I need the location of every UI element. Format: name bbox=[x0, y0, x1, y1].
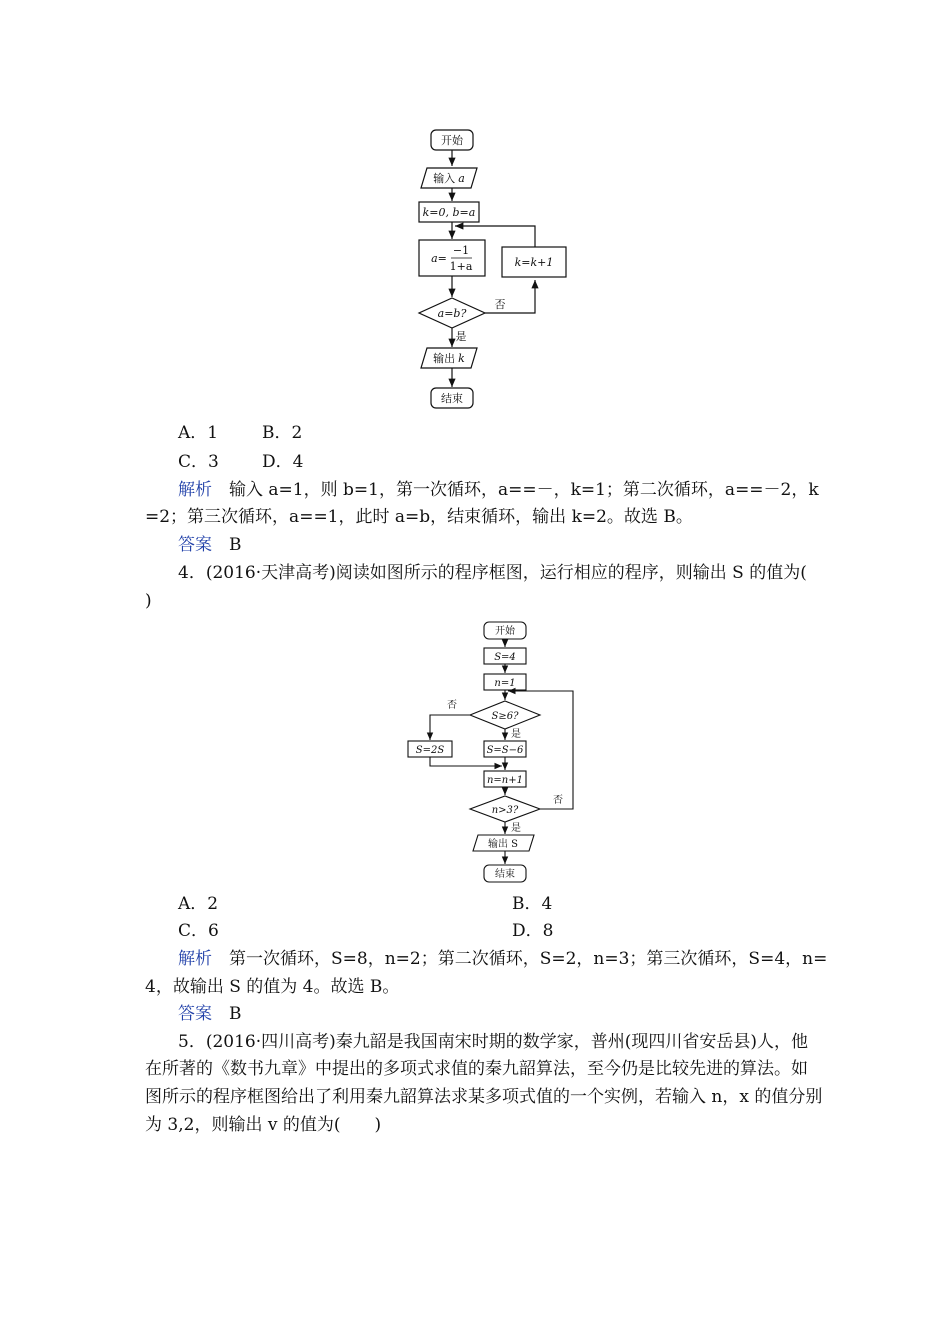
decision-1-no: 否 bbox=[447, 700, 457, 711]
decision-2-yes: 是 bbox=[511, 823, 521, 834]
decision-label: a=b? bbox=[437, 307, 467, 320]
output-var: k bbox=[458, 352, 465, 365]
q3-answer-line bbox=[178, 535, 242, 555]
q4-option-c: C．6 bbox=[178, 921, 219, 941]
q3-answer-value: B bbox=[229, 535, 242, 555]
q4-stem-line-1: 4．(2016·天津高考)阅读如图所示的程序框图，运行相应的程序，则输出 S 的值为( bbox=[178, 563, 807, 583]
q4-answer-label: 答案 bbox=[178, 1004, 212, 1024]
q5-line-3: 图所示的程序框图给出了利用秦九韶算法求某多项式值的一个实例，若输入 n，x 的值分别 bbox=[145, 1087, 823, 1107]
no-label: 否 bbox=[494, 298, 506, 311]
q3-answer-label: 答案 bbox=[178, 535, 212, 555]
yes-label: 是 bbox=[455, 330, 467, 343]
q4-option-a: A．2 bbox=[178, 894, 219, 914]
q4-answer-line bbox=[178, 1004, 242, 1024]
decision-2-label: n>3? bbox=[491, 805, 519, 816]
q4-option-d: D．8 bbox=[512, 921, 554, 941]
branch-yes-label: S=S−6 bbox=[486, 745, 524, 756]
start-label: 开始 bbox=[441, 134, 463, 147]
q4-analysis-line-1 bbox=[178, 949, 827, 969]
output-label-2: 输出 S bbox=[487, 839, 519, 850]
flowchart-1 bbox=[395, 122, 595, 422]
q4-analysis-label: 解析 bbox=[178, 949, 212, 969]
input-prefix: 输入 bbox=[433, 172, 456, 185]
q3-analysis-line-2: =2；第三次循环，a==1，此时 a=b，结束循环，输出 k=2。故选 B。 bbox=[145, 507, 693, 527]
frac-den: 1+a bbox=[449, 260, 473, 273]
s-init-label: S=4 bbox=[494, 652, 516, 663]
q3-analysis-text-1: 输入 a=1，则 b=1，第一次循环，a==－，k=1；第二次循环，a==－2，k bbox=[229, 480, 819, 500]
frac-num: −1 bbox=[452, 244, 470, 257]
n-init-label: n=1 bbox=[494, 678, 516, 689]
decision-1-label: S≥6? bbox=[491, 711, 519, 722]
q4-option-b: B．4 bbox=[512, 894, 553, 914]
q3-option-b: B．2 bbox=[262, 423, 303, 443]
start-label-2: 开始 bbox=[495, 626, 515, 637]
init-label: k=0, b=a bbox=[422, 206, 476, 219]
end-label: 结束 bbox=[441, 392, 463, 405]
svg-text:输入a bbox=[433, 171, 465, 185]
branch-no-label: S=2S bbox=[415, 745, 445, 756]
input-var: a bbox=[458, 172, 465, 185]
q3-option-d: D．4 bbox=[262, 452, 304, 472]
increment-label: k=k+1 bbox=[514, 256, 554, 269]
q4-answer-value: B bbox=[229, 1004, 242, 1024]
q3-analysis-label: 解析 bbox=[178, 480, 212, 500]
increment-label-2: n=n+1 bbox=[486, 775, 524, 786]
q5-line-4: 为 3,2，则输出 v 的值为( ) bbox=[145, 1115, 382, 1135]
assign-lhs: a= bbox=[431, 252, 447, 265]
end-label-2: 结束 bbox=[495, 869, 515, 880]
q3-option-a: A．1 bbox=[178, 423, 219, 443]
decision-1-yes: 是 bbox=[511, 729, 521, 740]
q4-analysis-text-1: 第一次循环，S=8，n=2；第二次循环，S=2，n=3；第三次循环，S=4，n= bbox=[229, 949, 828, 969]
q5-line-2: 在所著的《数书九章》中提出的多项式求值的秦九韶算法，至今仍是比较先进的算法。如 bbox=[145, 1059, 808, 1079]
svg-text:输出k bbox=[433, 351, 465, 365]
flowchart-2 bbox=[400, 615, 620, 885]
q3-analysis-line-1 bbox=[178, 480, 819, 500]
output-prefix: 输出 bbox=[433, 352, 456, 365]
q4-analysis-line-2: 4，故输出 S 的值为 4。故选 B。 bbox=[145, 977, 400, 997]
decision-2-no: 否 bbox=[553, 795, 563, 806]
q3-option-c: C．3 bbox=[178, 452, 219, 472]
q4-stem-line-2: ) bbox=[145, 591, 152, 611]
q5-line-1: 5．(2016·四川高考)秦九韶是我国南宋时期的数学家，普州(现四川省安岳县)人，他 bbox=[178, 1032, 809, 1052]
